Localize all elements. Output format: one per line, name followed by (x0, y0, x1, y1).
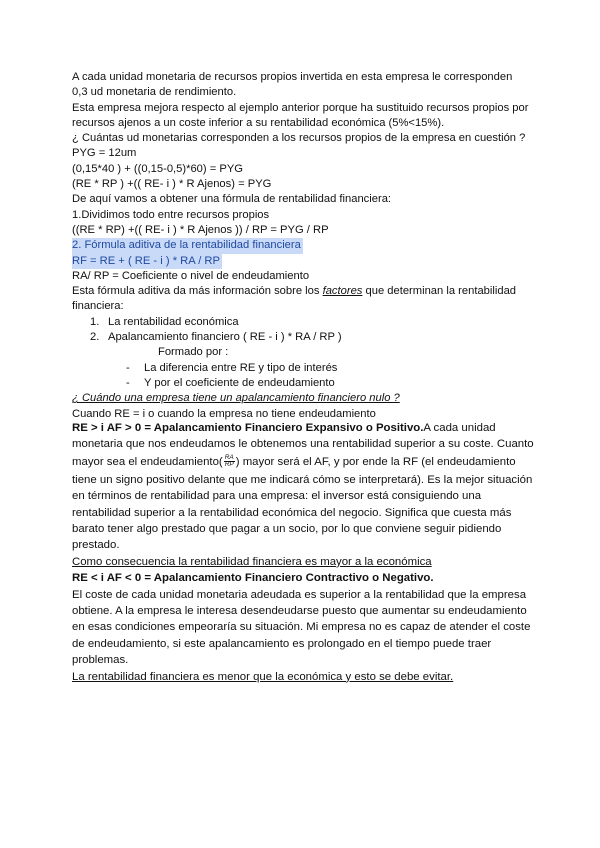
fraction-denominator: RP (224, 461, 234, 469)
list-number: 1. (90, 315, 100, 328)
expansivo-title: RE > i AF > 0 = Apalancamiento Financiero Expansivo o Positivo. (72, 422, 424, 434)
paragraph-line: de endeudamiento, si este apalancamiento es prolongado en el tiempo puede traer (72, 637, 492, 650)
highlighted-heading: 2. Fórmula aditiva de la rentabilidad financiera (72, 238, 303, 253)
list-text: Apalancamiento financiero ( RE - i ) * RA / RP ) (108, 331, 342, 344)
section-heading-line (72, 420, 532, 436)
dash-bullet: - (126, 376, 130, 389)
factores-term: factores (322, 285, 363, 298)
formula-line: (RE * RP ) +(( RE- i ) * R Ajenos) = PYG (72, 178, 272, 191)
ra-rp-fraction (224, 455, 235, 468)
expansivo-conclusion: Como consecuencia la rentabilidad financiera es mayor a la económica (72, 555, 432, 568)
question-nulo: ¿ Cuándo una empresa tiene un apalancamiento financiero nulo ? (72, 392, 400, 405)
paragraph-line: A cada unidad monetaria de recursos propios invertida en esta empresa le corresponden (72, 71, 513, 83)
formula-line: (0,15*40 ) + ((0,15-0,5)*60) = PYG (72, 162, 244, 175)
answer-nulo: Cuando RE = i o cuando la empresa no tiene endeudamiento (72, 407, 376, 420)
paragraph-line (72, 284, 532, 299)
paragraph-line: obtiene. A la empresa le interesa desendeudarse puesto que aumentar su endeudamiento (72, 605, 527, 618)
formula-line: ((RE * RP) +(( RE- i ) * R Ajenos )) / RP = PYG / RP (72, 223, 329, 236)
paragraph-line: financiera: (72, 300, 124, 313)
list-text: La rentabilidad económica (108, 315, 239, 328)
paragraph-line (72, 453, 532, 472)
contractivo-conclusion: La rentabilidad financiera es menor que la económica y esto se debe evitar. (72, 670, 454, 683)
paragraph-line: monetaria que nos endeudamos le obtenemos una rentabilidad superior a su coste. Cuanto (72, 438, 534, 451)
text-span: que determinan la rentabilidad (362, 285, 517, 298)
definition-line: RA/ RP = Coeficiente o nivel de endeudamiento (72, 269, 310, 282)
paragraph-line: prestado. (72, 539, 120, 552)
top-section (72, 70, 532, 422)
dash-bullet: - (126, 361, 130, 374)
sub-list-item (72, 376, 532, 391)
paragraph-line: recursos ajenos a un coste inferior a su rentabilidad económica (5%<15%). (72, 116, 445, 129)
list-item (72, 330, 532, 345)
paragraph-line: De aquí vamos a obtener una fórmula de rentabilidad financiera: (72, 193, 392, 206)
list-text: Y por el coeficiente de endeudamiento (144, 376, 335, 389)
sub-list-item (72, 361, 532, 376)
step-line: 1.Dividimos todo entre recursos propios (72, 208, 270, 221)
paragraph-line: Esta empresa mejora respecto al ejemplo anterior porque ha sustituido recursos propios por (72, 101, 529, 114)
list-text: La diferencia entre RE y tipo de interés (144, 361, 338, 374)
list-number: 2. (90, 331, 100, 344)
paragraph-line: barato tener algo prestado que pagar a un socio, por lo que conviene seguir pidiendo (72, 523, 502, 536)
paragraph-line: tiene un signo positivo delante que me indicará cómo se interpretará). Es la mejor situación (72, 473, 533, 486)
fraction-numerator: RA (224, 454, 234, 462)
formado-label: Formado por : (158, 346, 229, 359)
text-span: ) mayor será el AF, y por ende la RF (el endeudamiento (235, 455, 516, 468)
highlighted-formula: RF = RE + ( RE - i ) * RA / RP (72, 254, 222, 269)
apalancamiento-section (72, 420, 532, 685)
paragraph-line: El coste de cada unidad monetaria adeudada es superior a la rentabilidad que la empresa (72, 588, 527, 601)
paragraph-line: en esas condiciones empeoraría su situación. Mi empresa no es capaz de atender el coste (72, 621, 531, 634)
text-span: A cada unidad (423, 422, 496, 434)
list-item (72, 315, 532, 330)
paragraph-line: rentabilidad superior a la rentabilidad económica del negocio. Significa que cuesta más (72, 506, 512, 519)
paragraph-line: 0,3 ud monetaria de rendimiento. (72, 86, 237, 99)
contractivo-title: RE < i AF < 0 = Apalancamiento Financiero Contractivo o Negativo. (72, 572, 434, 585)
formula-line: PYG = 12um (72, 147, 137, 160)
question-line: ¿ Cuántas ud monetarias corresponden a los recursos propios de la empresa en cuestión ? (72, 132, 526, 145)
paragraph-line: problemas. (72, 654, 129, 667)
text-span: mayor sea el endeudamiento( (72, 455, 223, 468)
text-span: Esta fórmula aditiva da más información sobre los (72, 285, 323, 298)
paragraph-line: en términos de rentabilidad para una empresa: el inversor está consiguiendo una (72, 490, 482, 503)
